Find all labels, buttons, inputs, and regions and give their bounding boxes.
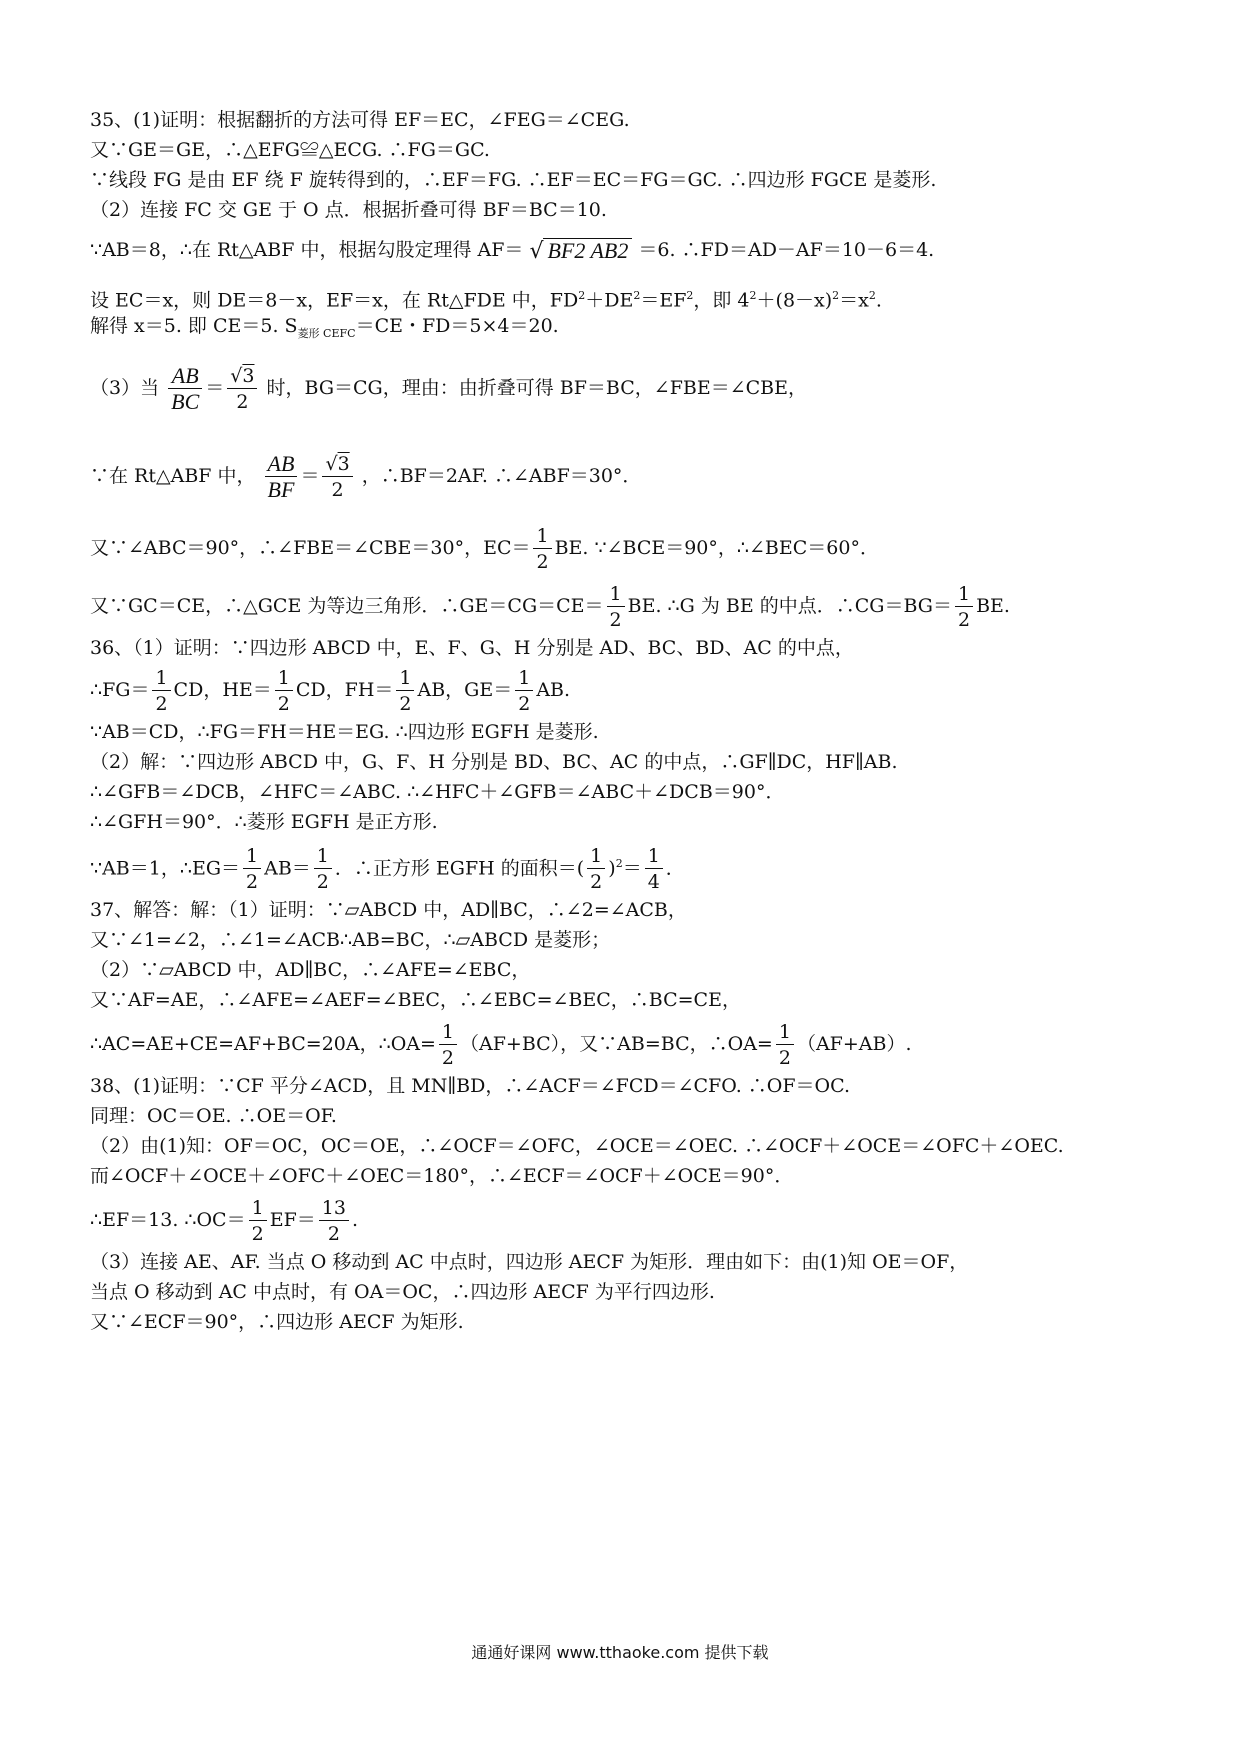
q38-line-6: （3）连接 AE、AF. 当点 O 移动到 AC 中点时，四边形 AECF 为矩形．理由如下：由(1)知 OE＝OF，: [90, 1251, 969, 1273]
fraction-13-over-2: [319, 1196, 349, 1247]
fraction-half: [515, 666, 533, 717]
q37-line-1: 37、解答：解：（1）证明：∵▱ABCD 中，AD∥BC，∴∠2=∠ACB，: [90, 899, 687, 921]
q35-line-6c: ＝EF: [640, 289, 687, 312]
denominator: 2: [441, 1046, 454, 1069]
q36-line-2d: AB，GE＝: [417, 679, 513, 701]
q35-line-8: [90, 358, 807, 418]
q35-line-11: [90, 576, 1010, 636]
fraction-half: [314, 844, 332, 895]
q36-line-2b: CD，HE＝: [173, 679, 272, 701]
denominator: 4: [647, 870, 660, 893]
sqrt-content: BF2 AB2: [543, 238, 632, 263]
numerator: 1: [152, 666, 170, 691]
equals-sign: ＝: [205, 377, 225, 399]
q36-line-7c: ．∴正方形 EGFH 的面积＝(: [334, 857, 585, 880]
q35-line-11c: BE.: [976, 595, 1010, 617]
q38-line-7: 当点 O 移动到 AC 中点时，有 OA＝OC，∴四边形 AECF 为平行四边形.: [90, 1281, 715, 1303]
q35-line-2: 又∵GE＝GE，∴△EFG≌△ECG. ∴FG＝GC.: [90, 139, 490, 161]
q37-line-4: 又∵AF=AE，∴∠AFE=∠AEF=∠BEC，∴∠EBC=∠BEC，∴BC=CE，: [90, 989, 741, 1011]
superscript: 2: [868, 289, 876, 302]
numerator: 1: [587, 844, 605, 869]
denominator: 2: [155, 692, 168, 715]
numerator: 1: [533, 524, 551, 549]
numerator: 1: [439, 1020, 457, 1045]
q36-line-7b: AB＝: [264, 857, 311, 880]
denominator: 2: [331, 478, 344, 501]
q35-line-1: 35、(1)证明：根据翻折的方法可得 EF＝EC，∠FEG＝∠CEG.: [90, 109, 630, 131]
fraction-quarter: [645, 844, 663, 895]
q36-line-7f: ．: [665, 857, 685, 880]
q38-line-8: 又∵∠ECF＝90°，∴四边形 AECF 为矩形.: [90, 1311, 464, 1333]
q35-line-6b: ＋DE: [585, 289, 634, 312]
fraction-ab-bc: [168, 364, 202, 415]
numerator: 1: [249, 1196, 267, 1221]
q35-line-5: [90, 238, 934, 264]
q35-line-10a: 又∵∠ABC＝90°，∴∠FBE＝∠CBE＝30°，EC＝: [90, 537, 531, 559]
q35-line-8a: （3）当: [90, 377, 160, 399]
q36-line-7a: ∵AB＝1，∴EG＝: [90, 857, 240, 880]
q36-line-7d: ): [608, 857, 616, 880]
denominator: 2: [316, 870, 329, 893]
q35-line-11a: 又∵GC＝CE，∴△GCE 为等边三角形．∴GE＝CG＝CE＝: [90, 595, 604, 617]
fraction-half: [776, 1020, 794, 1071]
numerator: 1: [607, 582, 625, 607]
denominator: 2: [590, 870, 603, 893]
q38-line-5b: EF＝: [269, 1209, 316, 1231]
fraction-sqrt3-over-2: [227, 364, 257, 415]
q35-line-6f: ＝x: [839, 289, 869, 312]
q35-line-4: （2）连接 FC 交 GE 于 O 点．根据折叠可得 BF＝BC＝10.: [90, 199, 607, 221]
q38-line-1: 38、(1)证明：∵CF 平分∠ACD，且 MN∥BD，∴∠ACF＝∠FCD＝∠CFO. ∴OF＝OC.: [90, 1075, 851, 1097]
q35-line-9b: ，∴BF＝2AF. ∴∠ABF＝30°．: [361, 465, 642, 487]
q37-line-2: 又∵∠1=∠2，∴∠1=∠ACB∴AB=BC，∴▱ABCD 是菱形；: [90, 929, 611, 951]
q38-line-5: [90, 1190, 358, 1250]
denominator: 2: [609, 608, 622, 631]
fraction-half: [587, 844, 605, 895]
superscript: 2: [832, 289, 840, 302]
numerator: 1: [776, 1020, 794, 1045]
sqrt-expression: [529, 238, 632, 264]
denominator: 2: [236, 390, 249, 413]
denominator: 2: [536, 550, 549, 573]
denominator: BF: [267, 476, 295, 502]
fraction-half: [607, 582, 625, 633]
subscript: 菱形 CEFC: [297, 326, 356, 340]
superscript: 2: [633, 289, 641, 302]
q37-line-5c: （AF+AB）.: [796, 1033, 912, 1055]
denominator: 2: [399, 692, 412, 715]
fraction-half: [152, 666, 170, 717]
q35-line-3: ∵线段 FG 是由 EF 绕 F 旋转得到的，∴EF＝FG. ∴EF＝EC＝FG＝GC. ∴四边形 FGCE 是菱形.: [90, 169, 937, 191]
q36-line-1: 36、（1）证明：∵四边形 ABCD 中，E、F、G、H 分别是 AD、BC、BD、AC 的中点，: [90, 637, 854, 659]
q38-line-5c: .: [351, 1209, 358, 1231]
q37-line-5a: ∴AC=AE+CE=AF+BC=20A，∴OA=: [90, 1033, 436, 1055]
numerator: 1: [314, 844, 332, 869]
q35-line-6a: 设 EC＝x，则 DE＝8－x，EF＝x，在 Rt△FDE 中，FD: [90, 289, 579, 312]
q36-line-7e: ＝: [622, 857, 642, 880]
q35-line-9: [90, 446, 641, 506]
denominator: BC: [171, 388, 200, 414]
denominator: 2: [327, 1222, 340, 1245]
q35-line-6e: ＋(8－x): [756, 289, 833, 312]
q36-line-5: ∴∠GFB＝∠DCB，∠HFC＝∠ABC. ∴∠HFC＋∠GFB＝∠ABC＋∠DCB＝90°．: [90, 781, 785, 803]
q36-line-2e: AB.: [536, 679, 571, 701]
q35-line-6d: ，即 4: [693, 289, 750, 312]
fraction-half: [533, 524, 551, 575]
denominator: 2: [518, 692, 531, 715]
numerator: 1: [275, 666, 293, 691]
q36-line-2: [90, 660, 570, 720]
q35-line-11b: BE. ∴G 为 BE 的中点．∴CG＝BG＝: [627, 595, 952, 617]
fraction-half: [275, 666, 293, 717]
q38-line-2: 同理：OC＝OE. ∴OE＝OF.: [90, 1105, 337, 1127]
q38-line-5a: ∴EF＝13. ∴OC＝: [90, 1209, 246, 1231]
q35-line-5a: ∵AB＝8，∴在 Rt△ABF 中，根据勾股定理得 AF＝: [90, 239, 524, 261]
superscript: 2: [686, 289, 694, 302]
q38-line-3: （2）由(1)知：OF＝OC，OC＝OE，∴∠OCF＝∠OFC，∠OCE＝∠OEC. ∴∠OCF＋∠OCE＝∠OFC＋∠OEC.: [90, 1135, 1064, 1157]
superscript: 2: [749, 289, 757, 302]
fraction-half: [396, 666, 414, 717]
q36-line-3: ∵AB＝CD，∴FG＝FH＝HE＝EG. ∴四边形 EGFH 是菱形.: [90, 721, 599, 743]
q36-line-6: ∴∠GFH＝90°．∴菱形 EGFH 是正方形.: [90, 811, 438, 833]
q35-line-9a: ∵在 Rt△ABF 中，: [90, 465, 256, 487]
fraction-ab-bf: [265, 452, 298, 503]
denominator: 2: [778, 1046, 791, 1069]
numerator: 1: [396, 666, 414, 691]
fraction-half: [955, 582, 973, 633]
page-footer: 通通好课网 www.tthaoke.com 提供下载: [471, 1643, 769, 1662]
denominator: 2: [251, 1222, 264, 1245]
sqrt-content: 3: [242, 364, 255, 387]
numerator: 1: [243, 844, 261, 869]
q37-line-5: [90, 1014, 912, 1074]
numerator: 13: [319, 1196, 349, 1221]
numerator: AB: [168, 364, 202, 389]
q36-line-4: （2）解：∵四边形 ABCD 中，G、F、H 分别是 BD、BC、AC 的中点，∴GF∥DC，HF∥AB.: [90, 751, 898, 773]
sqrt-content: 3: [337, 452, 350, 475]
fraction-sqrt3-over-2: [322, 452, 352, 503]
q35-line-7b: ＝CE・FD＝5×4＝20.: [355, 315, 559, 337]
q37-line-3: （2）∵▱ABCD 中，AD∥BC，∴∠AFE=∠EBC，: [90, 959, 531, 981]
radical-sign: √: [529, 239, 544, 264]
numerator: √3: [322, 452, 352, 477]
fraction-half: [249, 1196, 267, 1247]
q35-line-6: 设 EC＝x，则 DE＝8－x，EF＝x，在 Rt△FDE 中，$FD^2+DE^2=EF^2$，即 $4^2+(8-x)^2=x^2$.: [90, 289, 882, 312]
fraction-half: [439, 1020, 457, 1071]
denominator: 2: [277, 692, 290, 715]
q36-line-7: [90, 834, 685, 898]
fraction-half: [243, 844, 261, 895]
q36-line-2c: CD，FH＝: [295, 679, 394, 701]
superscript: 2: [578, 289, 586, 302]
q35-line-7: [90, 314, 559, 346]
numerator: 1: [515, 666, 533, 691]
q35-line-10: [90, 518, 879, 578]
q35-line-7a: 解得 x＝5. 即 CE＝5. S: [90, 315, 298, 337]
q35-line-10b: BE. ∵∠BCE＝90°，∴∠BEC＝60°．: [554, 537, 879, 559]
denominator: 2: [957, 608, 971, 631]
q35-line-8b: 时，BG＝CG，理由：由折叠可得 BF＝BC，∠FBE＝∠CBE，: [266, 377, 808, 399]
equals-sign: ＝: [300, 465, 320, 487]
numerator: √3: [227, 364, 257, 389]
denominator: 2: [246, 870, 259, 893]
numerator: 1: [645, 844, 663, 869]
numerator: AB: [265, 452, 298, 477]
q35-line-5b: ＝6. ∴FD＝AD－AF＝10－6＝4.: [638, 239, 935, 261]
superscript: 2: [615, 857, 623, 870]
q36-line-2a: ∴FG＝: [90, 679, 150, 701]
q37-line-5b: （AF+BC），又∵AB=BC，∴OA=: [460, 1033, 773, 1055]
q38-line-4: 而∠OCF＋∠OCE＋∠OFC＋∠OEC＝180°，∴∠ECF＝∠OCF＋∠OCE＝90°．: [90, 1165, 794, 1187]
numerator: 1: [955, 582, 973, 607]
